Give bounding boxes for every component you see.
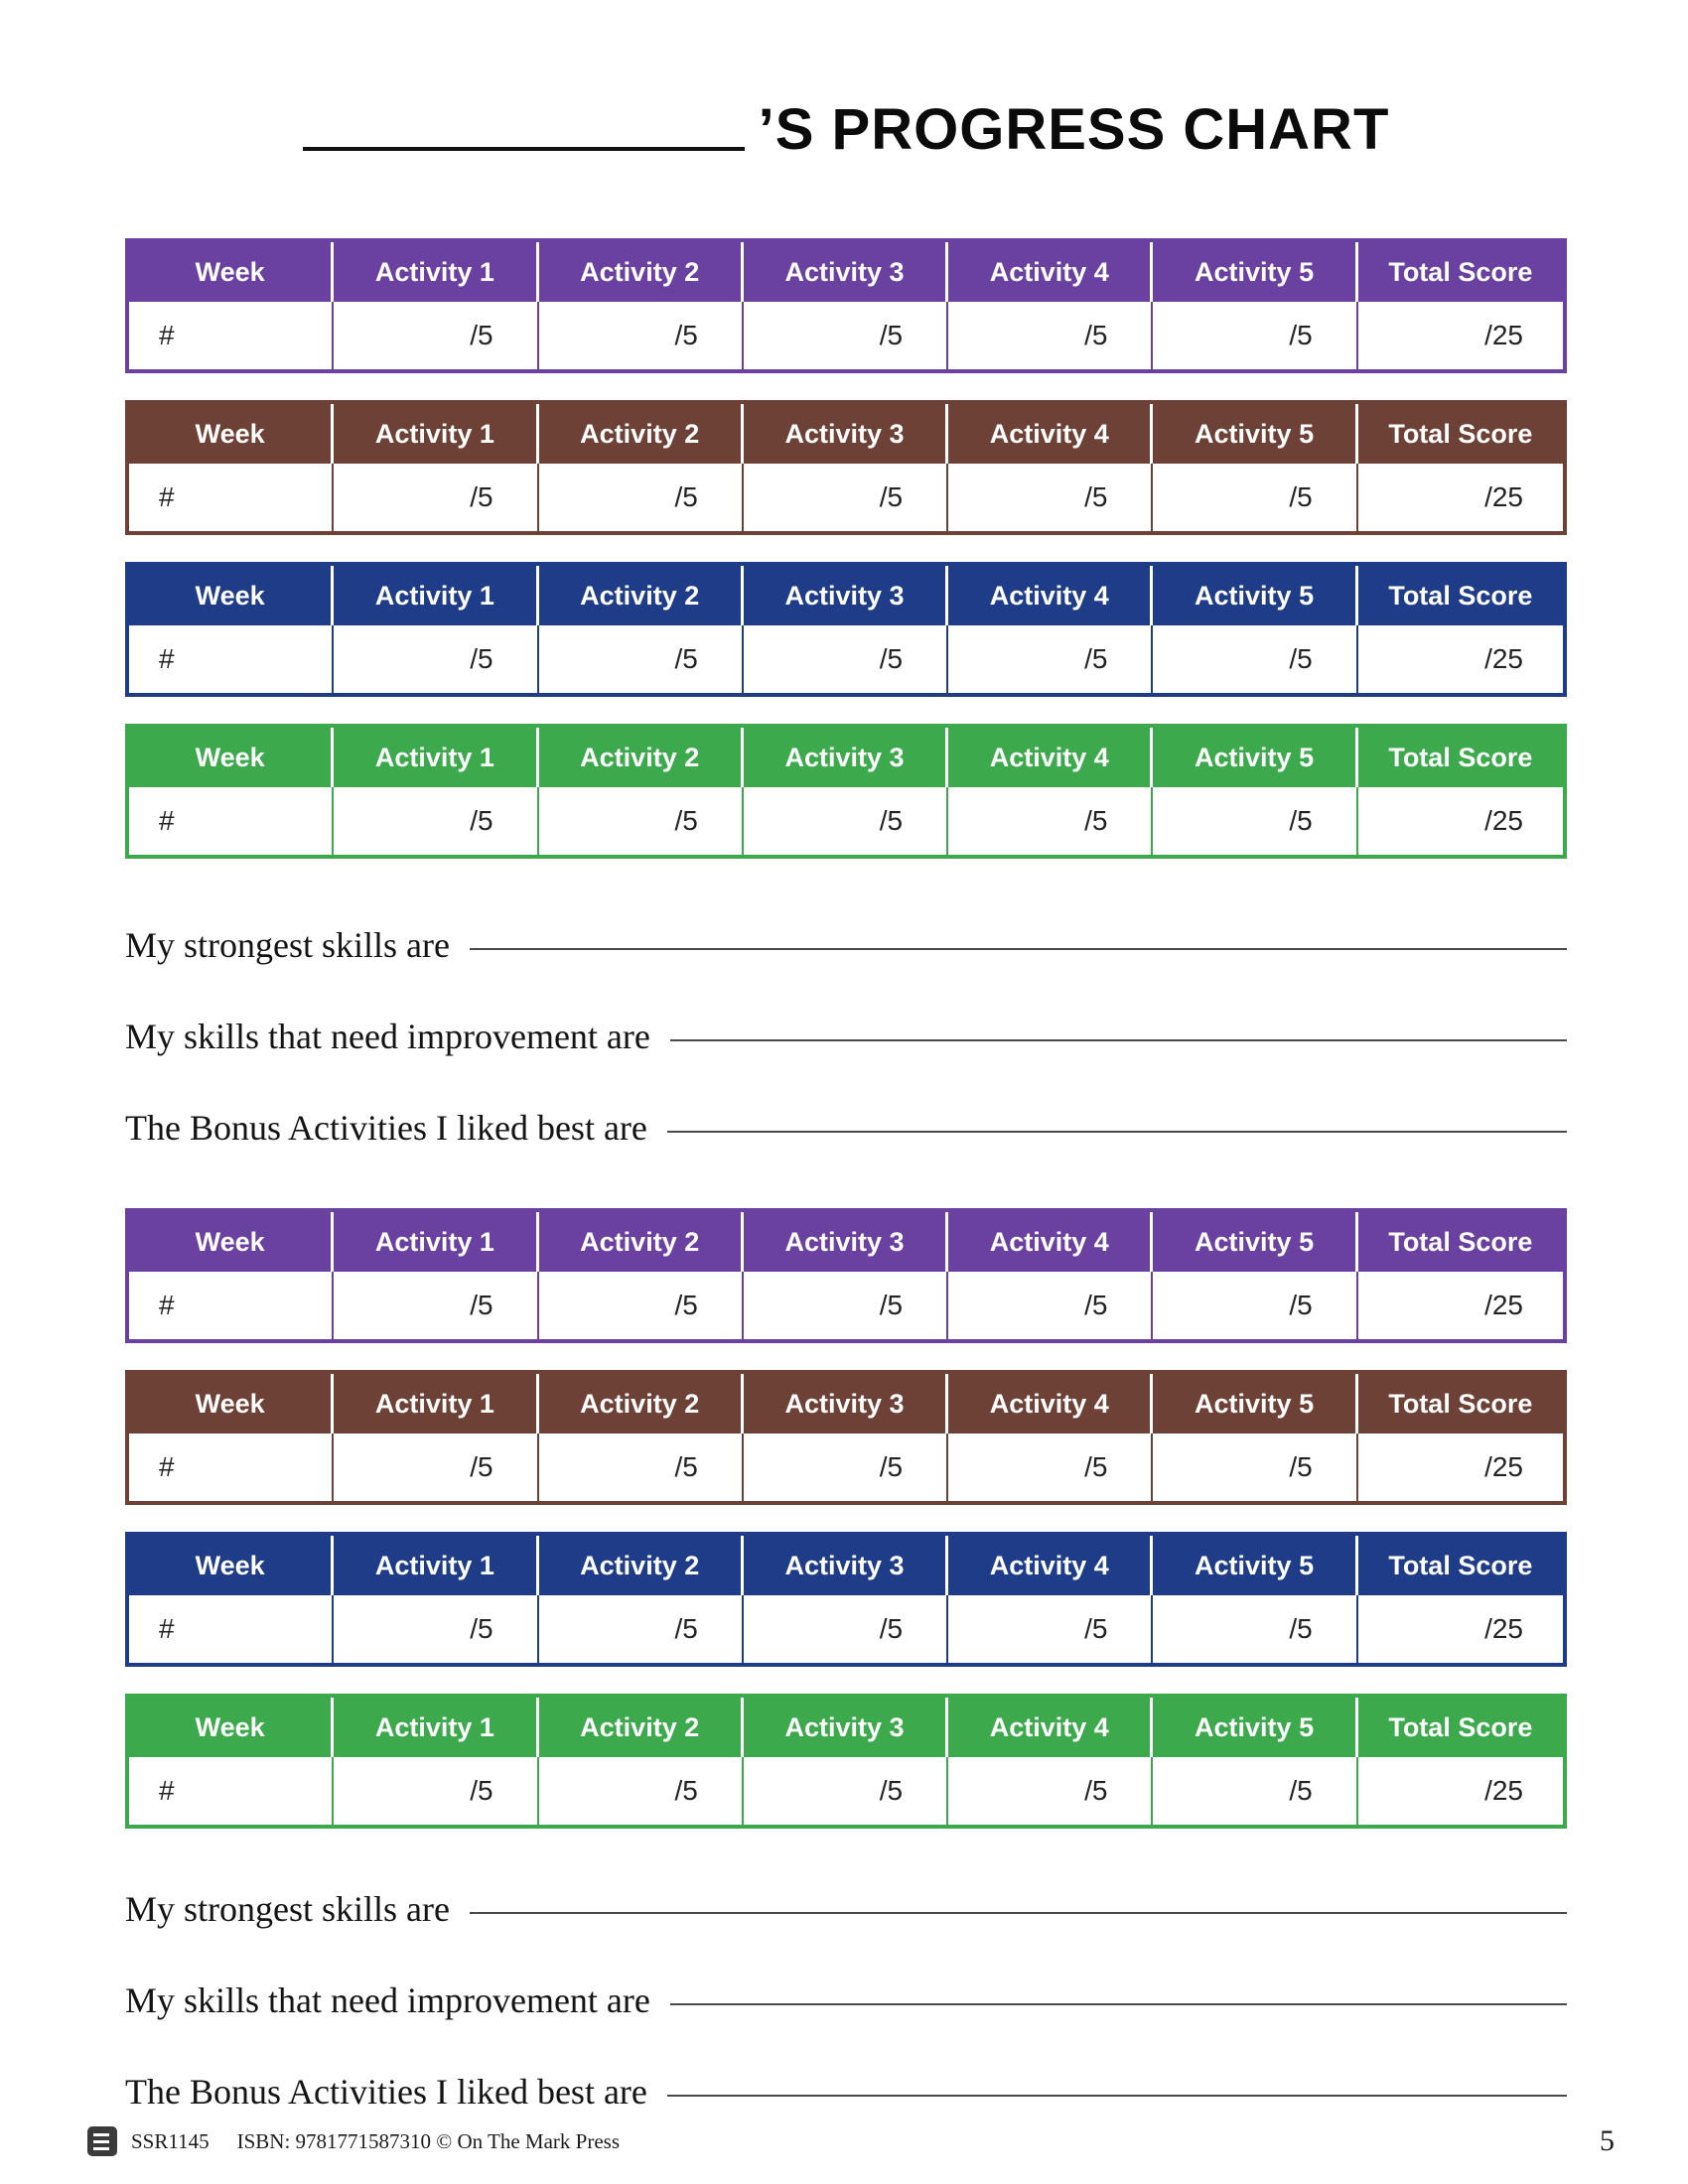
table-data-row	[129, 464, 1563, 531]
progress-table-purple	[125, 1208, 1567, 1343]
total-score-cell: /25	[1484, 643, 1523, 674]
activity-score-cell: /5	[334, 1272, 538, 1339]
column-header: Week	[129, 1698, 334, 1757]
column-header: Activity 5	[1153, 1698, 1357, 1757]
prompt-strongest-skills	[125, 924, 1567, 968]
column-header: Activity 3	[744, 566, 948, 625]
column-header: Activity 4	[948, 242, 1153, 302]
column-header: Total Score	[1388, 1712, 1533, 1742]
prompt-label: My strongest skills are	[125, 1889, 450, 1929]
column-header: Activity 1	[334, 566, 538, 625]
activity-score-cell: /5	[334, 302, 538, 369]
column-header: Activity 4	[948, 404, 1153, 464]
activity-score-cell: /5	[1153, 1595, 1357, 1663]
activity-score-cell: /5	[334, 1595, 538, 1663]
activity-score-cell: /5	[744, 1433, 948, 1501]
progress-table-brown	[125, 1370, 1567, 1505]
column-header: Total Score	[1388, 1389, 1533, 1419]
column-header: Activity 1	[334, 728, 538, 787]
column-header: Activity 5	[1153, 566, 1357, 625]
prompt-bonus-activities	[125, 1107, 1567, 1151]
progress-table-green	[125, 724, 1567, 859]
activity-score-cell: /5	[744, 625, 948, 693]
prompt-label: The Bonus Activities I liked best are	[125, 1108, 647, 1148]
column-header: Activity 1	[334, 1374, 538, 1433]
total-score-cell: /25	[1484, 481, 1523, 512]
week-number-cell: #	[129, 787, 334, 855]
column-header: Week	[129, 1536, 334, 1595]
activity-score-cell: /5	[539, 625, 744, 693]
publisher-logo-icon	[87, 2126, 117, 2156]
page-title-text: ’S PROGRESS CHART	[758, 97, 1390, 163]
progress-table-blue	[125, 562, 1567, 697]
page-number: 5	[1600, 2124, 1615, 2157]
prompt-label: My skills that need improvement are	[125, 1017, 650, 1056]
activity-score-cell: /5	[948, 1272, 1153, 1339]
column-header: Week	[129, 242, 334, 302]
activity-score-cell: /5	[1153, 1433, 1357, 1501]
total-score-cell: /25	[1484, 1613, 1523, 1644]
table-data-row	[129, 302, 1563, 369]
activity-score-cell: /5	[1153, 1272, 1357, 1339]
footer-product-code: SSR1145	[131, 2128, 210, 2153]
activity-score-cell: /5	[1153, 302, 1357, 369]
activity-score-cell: /5	[334, 1433, 538, 1501]
table-header-row	[129, 1698, 1563, 1757]
column-header: Activity 1	[334, 404, 538, 464]
activity-score-cell: /5	[539, 302, 744, 369]
prompt-label: The Bonus Activities I liked best are	[125, 2072, 647, 2112]
answer-blank-line	[470, 948, 1567, 950]
answer-blank-line	[470, 1912, 1567, 1914]
table-data-row	[129, 1272, 1563, 1339]
answer-blank-line	[667, 2095, 1567, 2097]
answer-blank-line	[670, 1039, 1567, 1041]
column-header: Activity 2	[539, 1212, 744, 1272]
column-header: Total Score	[1388, 419, 1533, 449]
column-header: Activity 2	[539, 242, 744, 302]
total-score-cell: /25	[1484, 805, 1523, 836]
prompt-bonus-activities	[125, 2071, 1567, 2115]
activity-score-cell: /5	[744, 787, 948, 855]
activity-score-cell: /5	[539, 1433, 744, 1501]
table-header-row	[129, 728, 1563, 787]
column-header: Total Score	[1388, 1551, 1533, 1580]
total-score-cell: /25	[1484, 1775, 1523, 1806]
activity-score-cell: /5	[744, 1595, 948, 1663]
activity-score-cell: /5	[334, 1757, 538, 1825]
progress-tables-bottom	[125, 1208, 1567, 1829]
footer-isbn-copyright: ISBN: 9781771587310 © On The Mark Press	[236, 2128, 620, 2153]
week-number-cell: #	[129, 625, 334, 693]
column-header: Activity 5	[1153, 404, 1357, 464]
week-number-cell: #	[129, 1272, 334, 1339]
table-header-row	[129, 404, 1563, 464]
total-score-cell: /25	[1484, 320, 1523, 350]
column-header: Total Score	[1388, 581, 1533, 611]
column-header: Activity 4	[948, 1536, 1153, 1595]
column-header: Activity 3	[744, 1698, 948, 1757]
page-title	[125, 85, 1567, 161]
column-header: Activity 3	[744, 242, 948, 302]
column-header: Activity 3	[744, 728, 948, 787]
activity-score-cell: /5	[744, 1757, 948, 1825]
column-header: Activity 1	[334, 242, 538, 302]
activity-score-cell: /5	[744, 302, 948, 369]
activity-score-cell: /5	[539, 464, 744, 531]
activity-score-cell: /5	[334, 464, 538, 531]
activity-score-cell: /5	[539, 787, 744, 855]
progress-tables-top	[125, 238, 1567, 859]
page-footer	[87, 2124, 1615, 2158]
answer-blank-line	[667, 1131, 1567, 1133]
progress-table-brown	[125, 400, 1567, 535]
activity-score-cell: /5	[948, 464, 1153, 531]
week-number-cell: #	[129, 464, 334, 531]
table-data-row	[129, 1433, 1563, 1501]
progress-table-purple	[125, 238, 1567, 373]
column-header: Activity 1	[334, 1212, 538, 1272]
page-content	[0, 85, 1688, 2115]
prompt-skills-improvement	[125, 1979, 1567, 2023]
column-header: Activity 5	[1153, 728, 1357, 787]
activity-score-cell: /5	[1153, 787, 1357, 855]
column-header: Activity 2	[539, 728, 744, 787]
column-header: Activity 4	[948, 1698, 1153, 1757]
activity-score-cell: /5	[948, 625, 1153, 693]
column-header: Week	[129, 728, 334, 787]
table-header-row	[129, 1536, 1563, 1595]
table-data-row	[129, 1757, 1563, 1825]
column-header: Activity 2	[539, 1536, 744, 1595]
column-header: Activity 1	[334, 1536, 538, 1595]
column-header: Activity 4	[948, 1374, 1153, 1433]
table-header-row	[129, 566, 1563, 625]
reflection-prompts-bottom	[125, 1888, 1567, 2115]
column-header: Activity 2	[539, 566, 744, 625]
prompt-label: My skills that need improvement are	[125, 1980, 650, 2020]
prompt-label: My strongest skills are	[125, 925, 450, 965]
activity-score-cell: /5	[1153, 1757, 1357, 1825]
column-header: Week	[129, 1374, 334, 1433]
table-header-row	[129, 1374, 1563, 1433]
column-header: Activity 2	[539, 1698, 744, 1757]
table-header-row	[129, 1212, 1563, 1272]
week-number-cell: #	[129, 1757, 334, 1825]
column-header: Week	[129, 566, 334, 625]
week-number-cell: #	[129, 302, 334, 369]
prompt-skills-improvement	[125, 1016, 1567, 1059]
column-header: Activity 1	[334, 1698, 538, 1757]
activity-score-cell: /5	[539, 1757, 744, 1825]
name-blank-line	[303, 147, 745, 151]
progress-table-blue	[125, 1532, 1567, 1667]
column-header: Total Score	[1388, 257, 1533, 287]
table-data-row	[129, 1595, 1563, 1663]
activity-score-cell: /5	[744, 1272, 948, 1339]
column-header: Week	[129, 404, 334, 464]
activity-score-cell: /5	[539, 1272, 744, 1339]
column-header: Total Score	[1388, 1227, 1533, 1257]
activity-score-cell: /5	[1153, 464, 1357, 531]
activity-score-cell: /5	[948, 1757, 1153, 1825]
column-header: Activity 2	[539, 1374, 744, 1433]
week-number-cell: #	[129, 1595, 334, 1663]
column-header: Activity 3	[744, 1212, 948, 1272]
progress-table-green	[125, 1694, 1567, 1829]
activity-score-cell: /5	[334, 787, 538, 855]
reflection-prompts-top	[125, 924, 1567, 1151]
table-data-row	[129, 787, 1563, 855]
activity-score-cell: /5	[1153, 625, 1357, 693]
activity-score-cell: /5	[948, 1433, 1153, 1501]
week-number-cell: #	[129, 1433, 334, 1501]
activity-score-cell: /5	[948, 1595, 1153, 1663]
column-header: Total Score	[1388, 743, 1533, 772]
column-header: Activity 2	[539, 404, 744, 464]
column-header: Activity 3	[744, 1374, 948, 1433]
activity-score-cell: /5	[948, 787, 1153, 855]
activity-score-cell: /5	[948, 302, 1153, 369]
total-score-cell: /25	[1484, 1451, 1523, 1482]
activity-score-cell: /5	[744, 464, 948, 531]
column-header: Activity 4	[948, 728, 1153, 787]
column-header: Activity 4	[948, 1212, 1153, 1272]
answer-blank-line	[670, 2003, 1567, 2005]
column-header: Activity 4	[948, 566, 1153, 625]
activity-score-cell: /5	[334, 625, 538, 693]
activity-score-cell: /5	[539, 1595, 744, 1663]
column-header: Activity 3	[744, 404, 948, 464]
total-score-cell: /25	[1484, 1290, 1523, 1320]
column-header: Activity 5	[1153, 242, 1357, 302]
prompt-strongest-skills	[125, 1888, 1567, 1932]
table-header-row	[129, 242, 1563, 302]
table-data-row	[129, 625, 1563, 693]
column-header: Activity 3	[744, 1536, 948, 1595]
column-header: Activity 5	[1153, 1212, 1357, 1272]
column-header: Activity 5	[1153, 1374, 1357, 1433]
column-header: Activity 5	[1153, 1536, 1357, 1595]
column-header: Week	[129, 1212, 334, 1272]
